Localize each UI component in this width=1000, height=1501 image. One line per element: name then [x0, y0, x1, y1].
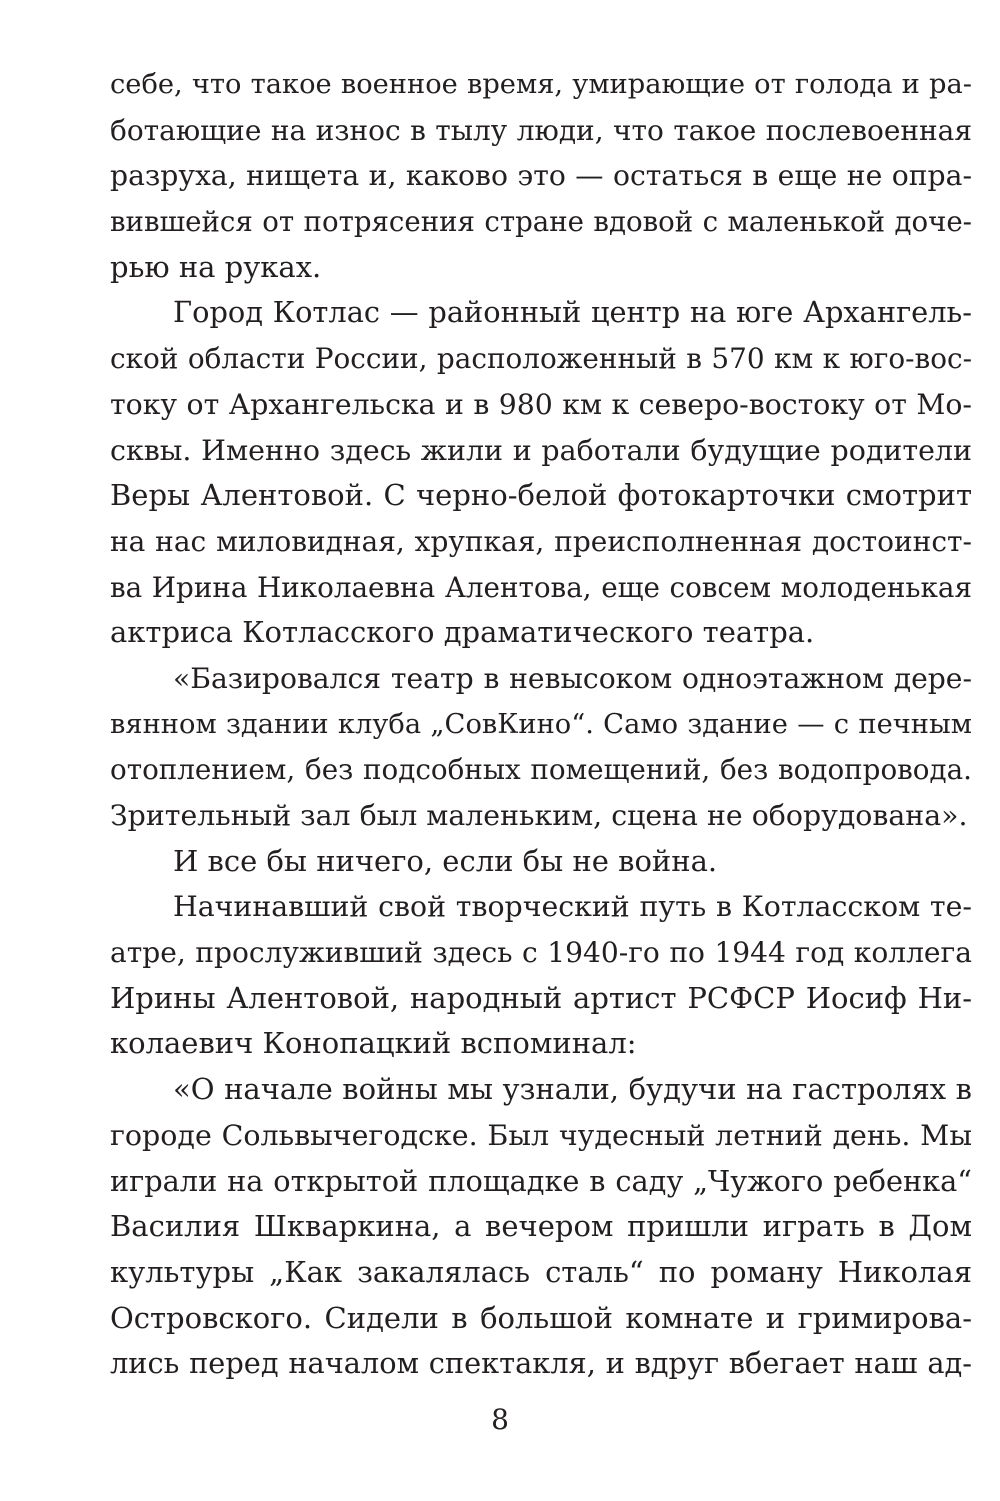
text-line: на нас миловидная, хрупкая, преисполненная достоинст-: [110, 524, 972, 558]
text-line: лись перед началом спектакля, и вдруг вбегает наш ад-: [110, 1346, 972, 1381]
text-line: Веры Алентовой. С черно-белой фотокарточки смотрит: [110, 478, 972, 513]
text-line: культуры „Как закалялась сталь“ по роману Николая: [110, 1254, 972, 1289]
text-line: сквы. Именно здесь жили и работали будущие родители: [110, 433, 972, 467]
text-line: Ирины Алентовой, народный артист РСФСР Иосиф Ни-: [110, 980, 972, 1015]
text-line: рью на руках.: [110, 249, 322, 284]
text-line: «О начале войны мы узнали, будучи на гастролях в: [173, 1072, 972, 1107]
text-line: актриса Котласского драматического театра.: [110, 615, 815, 650]
text-line: вянном здании клуба „СовКино“. Само здание — с печным: [110, 708, 972, 740]
text-line: играли на открытой площадке в саду „Чужого ребенка“: [110, 1163, 972, 1198]
text-line: Начинавший свой творческий путь в Котласском те-: [173, 890, 972, 924]
text-line: городе Сольвычегодске. Был чудесный летний день. Мы: [110, 1118, 972, 1152]
text-line: разруха, нищета и, каково это — остаться в еще не опра-: [110, 159, 972, 193]
text-line: отоплением, без подсобных помещений, без водопровода.: [110, 753, 972, 787]
text-line: Островского. Сидели в большой комнате и гримирова-: [110, 1300, 972, 1335]
body-text: [110, 62, 972, 1387]
text-line: ва Ирина Николаевна Алентова, еще совсем молоденькая: [110, 570, 972, 604]
text-line: «Базировался театр в невысоком одноэтажном дере-: [173, 661, 972, 695]
text-line: атре, прослуживший здесь с 1940-го по 1944 год коллега: [110, 936, 972, 970]
text-line: вившейся от потрясения стране вдовой с маленькой доче-: [110, 205, 972, 239]
text-line: ботающие на износ в тылу люди, что такое послевоенная: [110, 113, 972, 147]
text-line: току от Архангельска и в 980 км к северо-востоку от Мо-: [110, 387, 972, 421]
text-line: себе, что такое военное время, умирающие от голода и ра-: [110, 69, 972, 100]
text-line: ской области России, расположенный в 570 км к юго-вос-: [110, 342, 972, 376]
text-line: Зрительный зал был маленьким, сцена не оборудована».: [110, 799, 968, 832]
text-line: колаевич Конопацкий вспоминал:: [110, 1026, 637, 1061]
text-line: И все бы ничего, если бы не война.: [173, 843, 718, 878]
page-number: 8: [491, 1403, 509, 1436]
text-line: Город Котлас — районный центр на юге Архангель-: [173, 295, 972, 330]
text-line: Василия Шкваркина, а вечером пришли играть в Дом: [110, 1209, 972, 1244]
